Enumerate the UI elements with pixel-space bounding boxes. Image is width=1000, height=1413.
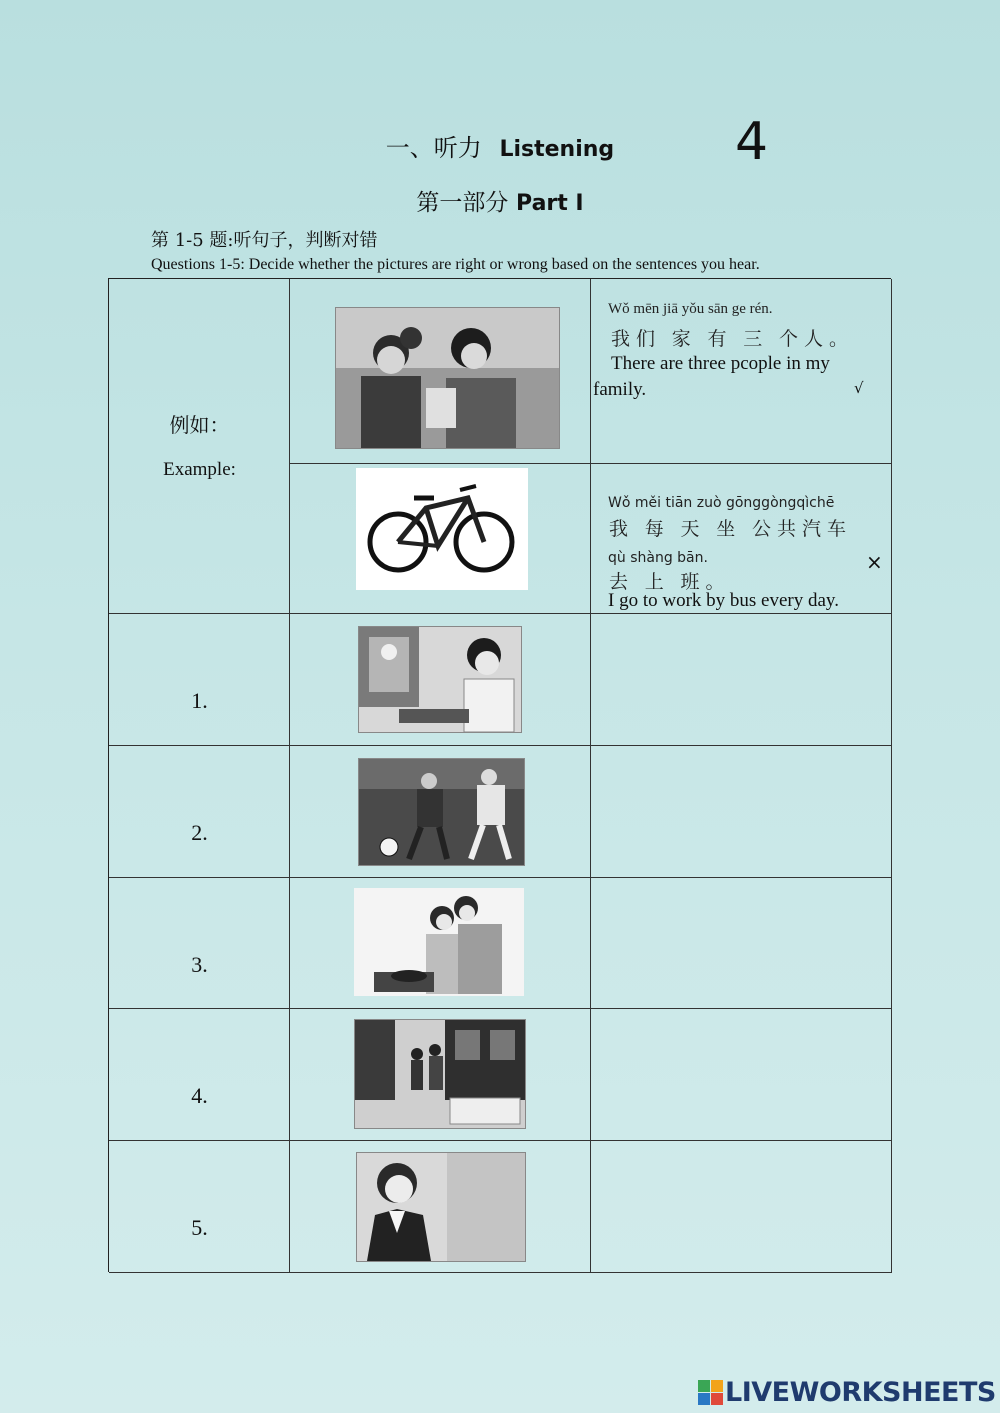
section-title bbox=[0, 128, 1000, 163]
family-photo-icon bbox=[335, 307, 560, 449]
question-table bbox=[108, 278, 891, 1272]
question-4-label: 4. bbox=[191, 1083, 208, 1108]
question-3-label-cell bbox=[109, 878, 290, 1009]
liveworksheets-logo bbox=[698, 1376, 996, 1408]
instruction-cn: 第 1-5 题:听句子，判断对错 bbox=[151, 230, 378, 251]
section-title-en: Listening bbox=[499, 137, 615, 162]
part-title bbox=[0, 184, 1000, 217]
example-label-cn: 例如： bbox=[169, 413, 230, 437]
example-2-picture-cell bbox=[290, 464, 591, 614]
bicycle-icon bbox=[356, 468, 528, 590]
example-1-sentence-cell bbox=[591, 279, 892, 464]
question-2-picture-cell bbox=[290, 746, 591, 878]
liveworksheets-logo-icon bbox=[698, 1380, 723, 1405]
question-3-answer-cell[interactable] bbox=[591, 878, 892, 1009]
part-title-en: Part I bbox=[516, 191, 584, 216]
example-2-sentence-cell bbox=[591, 464, 892, 614]
example-1-english: There are three pcople in my family. bbox=[593, 353, 830, 400]
question-5-label: 5. bbox=[191, 1215, 208, 1240]
page-number: 4 bbox=[735, 112, 769, 172]
liveworksheets-brand: LIVEWORKSHEETS bbox=[725, 1376, 996, 1408]
question-2-label-cell bbox=[109, 746, 290, 878]
question-4-label-cell bbox=[109, 1009, 290, 1141]
section-title-cn: 一、听力 bbox=[385, 134, 482, 162]
couple-cooking-photo-icon bbox=[354, 888, 524, 996]
question-3-picture-cell bbox=[290, 878, 591, 1009]
example-1-hanzi: 我们 家 有 三 个人。 bbox=[611, 329, 855, 350]
example-2-hanzi-2: 去 上 班。 bbox=[609, 572, 731, 593]
question-1-answer-cell[interactable] bbox=[591, 614, 892, 746]
question-1-picture-cell bbox=[290, 614, 591, 746]
question-5-picture-cell bbox=[290, 1141, 591, 1273]
question-2-label: 2. bbox=[191, 820, 208, 845]
instruction-en: Questions 1-5: Decide whether the pictures are right or wrong based on the sentences you hear. bbox=[151, 256, 760, 273]
woman-kitchen-photo-icon bbox=[358, 626, 522, 733]
question-4-picture-cell bbox=[290, 1009, 591, 1141]
question-1-label-cell bbox=[109, 614, 290, 746]
question-5-answer-cell[interactable] bbox=[591, 1141, 892, 1273]
example-label-cell bbox=[109, 279, 290, 614]
street-scene-photo-icon bbox=[354, 1019, 526, 1129]
businesswoman-photo-icon bbox=[356, 1152, 526, 1262]
example-1-check-mark: √ bbox=[854, 379, 864, 397]
example-1-pinyin: Wǒ mēn jiā yǒu sān ge rén. bbox=[608, 301, 773, 317]
example-2-hanzi-1: 我 每 天 坐 公共汽车 bbox=[609, 519, 853, 540]
question-1-label: 1. bbox=[191, 688, 208, 713]
example-2-pinyin-1: Wǒ měi tiān zuò gōnggòngqìchē bbox=[608, 495, 835, 511]
example-1-picture-cell bbox=[290, 279, 591, 464]
question-4-answer-cell[interactable] bbox=[591, 1009, 892, 1141]
example-label-en: Example: bbox=[163, 459, 236, 480]
question-5-label-cell bbox=[109, 1141, 290, 1273]
example-2-english: I go to work by bus every day. bbox=[608, 590, 839, 611]
example-2-pinyin-2: qù shàng bān. bbox=[608, 550, 708, 566]
question-3-label: 3. bbox=[191, 952, 208, 977]
part-title-cn: 第一部分 bbox=[416, 190, 509, 216]
soccer-players-photo-icon bbox=[358, 758, 525, 866]
example-2-cross-mark: × bbox=[866, 550, 883, 574]
question-2-answer-cell[interactable] bbox=[591, 746, 892, 878]
